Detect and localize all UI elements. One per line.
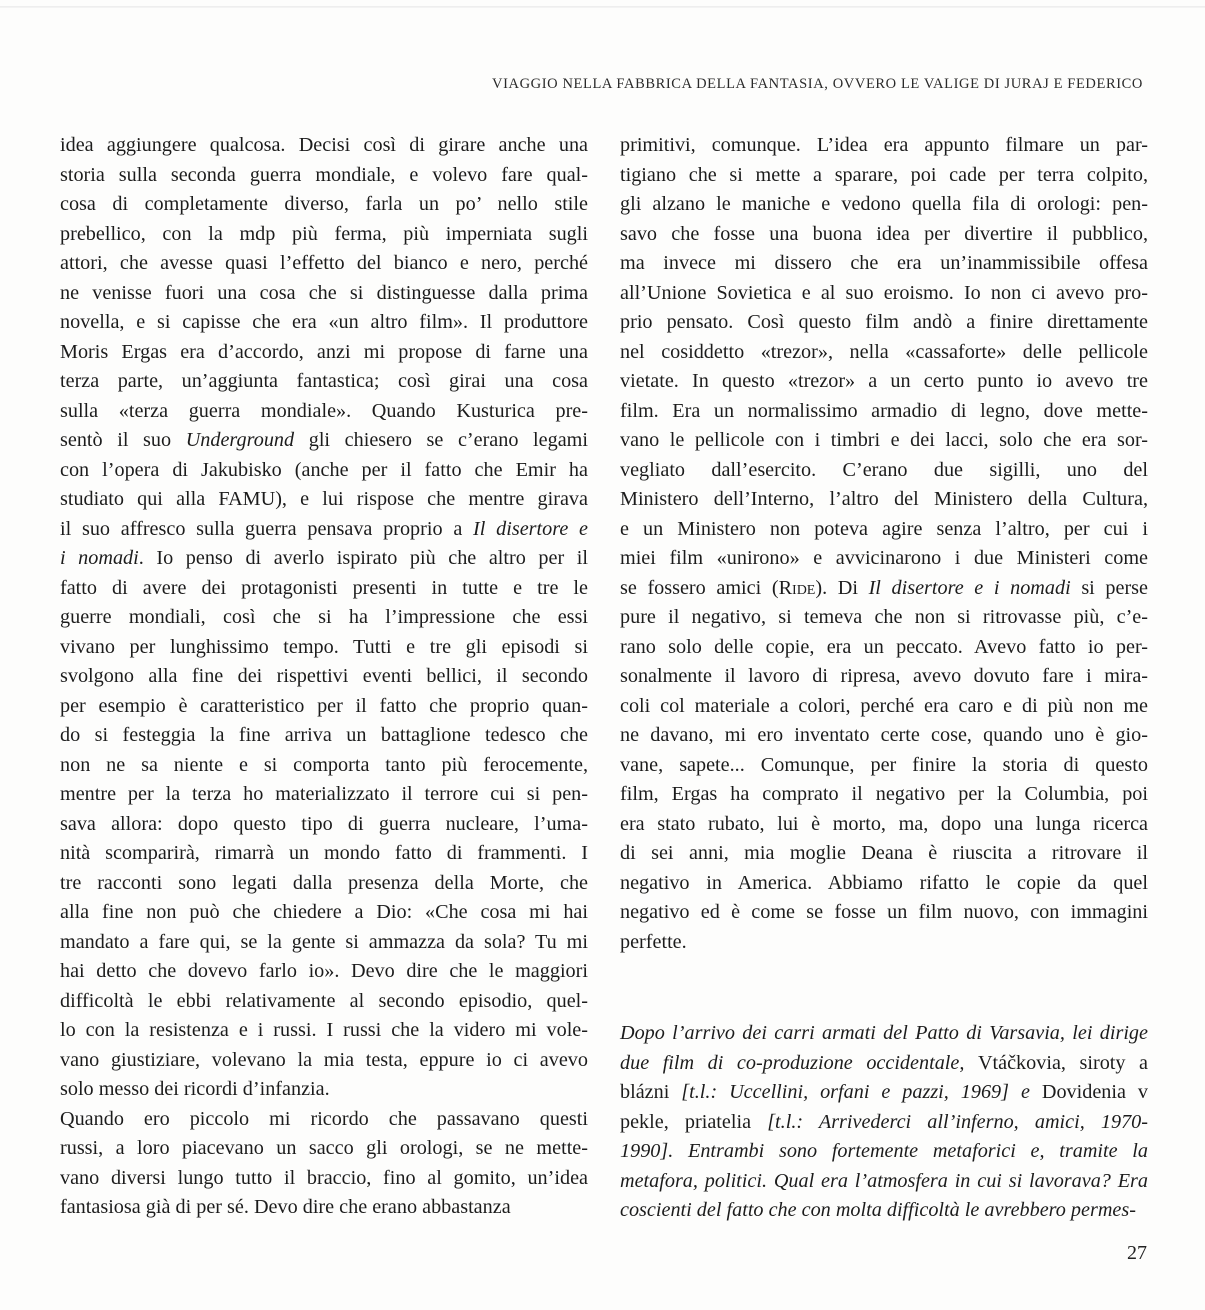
page-number: 27 xyxy=(1127,1242,1147,1264)
running-head: VIAGGIO NELLA FABBRICA DELLA FANTASIA, OVVERO LE VALIGE DI JURAJ E FEDERICO xyxy=(492,76,1143,92)
text-line xyxy=(60,426,588,456)
line-text: russi, a loro piacevano un sacco gli orologi, se ne mette- xyxy=(60,1137,588,1159)
line-text: il suo affresco sulla guerra pensava proprio a xyxy=(60,517,474,540)
line-text: rano solo delle copie, era un peccato. Avevo fatto io per- xyxy=(620,635,1148,658)
text-line xyxy=(60,603,588,633)
text-line xyxy=(620,574,1148,604)
line-text: savo che fosse una buona idea per divertire il pubblico, xyxy=(620,222,1148,245)
line-text: alla fine non può che chiedere a Dio: «Che cosa mi hai xyxy=(60,901,588,923)
text-line xyxy=(60,662,588,692)
text-line xyxy=(620,544,1148,574)
line-text: sulla «terza guerra mondiale». Quando Kusturica pre- xyxy=(60,399,588,422)
line-text: Quando ero piccolo mi ricordo che passavano questi xyxy=(60,1107,588,1130)
text-line xyxy=(60,987,588,1017)
line-text: [t.l.: Uccellini, orfani e pazzi, 1969] e xyxy=(669,1081,1042,1103)
line-text: . Io penso di averlo ispirato più che altro per il xyxy=(138,547,588,569)
line-text: di sei anni, mia moglie Deana è riuscita a ritrovare il xyxy=(620,842,1148,864)
text-line xyxy=(620,1019,1148,1049)
line-text: vano diversi lungo tutto il braccio, fino al gomito, un’idea xyxy=(60,1166,588,1189)
interview-question xyxy=(620,1019,1148,1226)
line-text: Dopo l’arrivo dei carri armati del Patto di Varsavia, lei dirige xyxy=(620,1022,1148,1044)
text-line xyxy=(60,131,588,161)
text-line xyxy=(60,1016,588,1046)
line-text: solo messo dei ricordi d’infanzia. xyxy=(60,1078,330,1100)
line-text: novella, e si capisse che era «un altro film». Il produttore xyxy=(60,311,588,333)
line-text: 1990]. Entrambi sono fortemente metaforici e, tramite la xyxy=(620,1140,1148,1162)
text-line xyxy=(60,1105,588,1135)
text-line xyxy=(60,574,588,604)
line-text: mandato a fare qui, se la gente si ammazza da sola? Tu mi xyxy=(60,930,588,953)
text-line xyxy=(60,544,588,574)
line-text: lo con la resistenza e i russi. I russi che la videro mi vole- xyxy=(60,1019,588,1041)
line-text: tre racconti sono legati dalla presenza della Morte, che xyxy=(60,871,588,894)
emphasis-text: Ride xyxy=(778,576,816,599)
text-line xyxy=(60,957,588,987)
line-text: ). Di xyxy=(815,576,869,599)
text-line xyxy=(620,220,1148,250)
text-line xyxy=(60,810,588,840)
text-line xyxy=(620,426,1148,456)
text-line xyxy=(620,1078,1148,1108)
line-text: mentre per la terza ho materializzato il terrore cui si pen- xyxy=(60,783,588,805)
line-text: Ministero dell’Interno, l’altro del Ministero della Cultura, xyxy=(620,488,1148,510)
text-line xyxy=(620,633,1148,663)
right-column xyxy=(620,131,1148,1226)
text-line xyxy=(60,780,588,810)
emphasis-text: pekle, priatelia xyxy=(620,1110,752,1133)
text-line xyxy=(620,1108,1148,1138)
line-text: metafora, politici. Qual era l’atmosfera in cui si lavorava? Era xyxy=(620,1169,1148,1192)
line-text: terza parte, un’aggiunta fantastica; così girai una cosa xyxy=(60,370,588,392)
text-line xyxy=(60,1193,588,1223)
emphasis-text: Vtáčkovia, siroty a xyxy=(977,1051,1148,1074)
text-line xyxy=(620,721,1148,751)
line-text: studiato qui alla FAMU), e lui rispose che mentre girava xyxy=(60,488,588,510)
line-text: coscienti del fatto che con molta difficoltà le avrebbero permes- xyxy=(620,1199,1136,1221)
text-line xyxy=(620,662,1148,692)
text-line xyxy=(620,603,1148,633)
text-line xyxy=(60,1134,588,1164)
text-line xyxy=(620,397,1148,427)
top-rule xyxy=(0,6,1205,8)
line-text: fatto di avere dei protagonisti presenti in tutte e tre le xyxy=(60,576,588,599)
emphasis-text: blázni xyxy=(620,1081,670,1103)
left-column xyxy=(60,131,588,1223)
line-text: ne davano, mi ero inventato certe cose, quando uno è gio- xyxy=(620,724,1148,746)
text-line xyxy=(60,220,588,250)
line-text: sentò il suo xyxy=(60,429,186,451)
text-line xyxy=(60,515,588,545)
text-line xyxy=(620,485,1148,515)
text-line xyxy=(60,898,588,928)
line-text: vane, sapete... Comunque, per finire la storia di questo xyxy=(620,753,1148,776)
text-line xyxy=(60,456,588,486)
text-line xyxy=(620,692,1148,722)
line-text: tigiano che si mette a sparare, poi cade per terra colpito, xyxy=(620,163,1148,186)
line-text: film, Ergas ha comprato il negativo per la Columbia, poi xyxy=(620,783,1148,805)
text-line xyxy=(620,308,1148,338)
text-line xyxy=(60,751,588,781)
text-line xyxy=(620,780,1148,810)
question-spacer xyxy=(620,957,1148,1019)
text-line xyxy=(60,485,588,515)
line-text: do si festeggia la fine arriva un battaglione tedesco che xyxy=(60,724,588,746)
line-text: hai detto che dovevo farlo io». Devo dire che le maggiori xyxy=(60,960,588,982)
emphasis-text: Dovidenia v xyxy=(1041,1081,1148,1103)
line-text: storia sulla seconda guerra mondiale, e volevo fare qual- xyxy=(60,163,588,186)
line-text: pure il negativo, si temeva che non si ritrovasse più, c’e- xyxy=(620,606,1148,628)
text-line xyxy=(60,249,588,279)
line-text: vano le pellicole con i timbri e dei lacci, solo che era sor- xyxy=(620,429,1148,451)
text-line xyxy=(620,279,1148,309)
line-text: svolgono alla fine dei rispettivi eventi bellici, il secondo xyxy=(60,665,588,687)
line-text: non ne sa niente e si comporta tanto più ferocemente, xyxy=(60,753,588,776)
text-line xyxy=(620,898,1148,928)
text-line xyxy=(620,338,1148,368)
line-text: gli chiesero se c’erano legami xyxy=(294,429,588,451)
line-text: se fossero amici ( xyxy=(620,576,779,599)
line-text: perfette. xyxy=(620,930,687,953)
text-line xyxy=(60,338,588,368)
line-text: vivano per lunghissimo tempo. Tutti e tre gli episodi si xyxy=(60,635,588,658)
line-text: vietate. In questo «trezor» a un certo punto io avevo tre xyxy=(620,370,1148,392)
line-text: per esempio è caratteristico per il fatto che proprio quan- xyxy=(60,694,588,717)
line-text: fantasiosa già di per sé. Devo dire che erano abbastanza xyxy=(60,1196,511,1218)
text-line xyxy=(60,190,588,220)
text-line xyxy=(620,839,1148,869)
text-line xyxy=(620,161,1148,191)
emphasis-text: Il disertore e i nomadi xyxy=(868,576,1071,599)
text-line xyxy=(60,367,588,397)
line-text: prio pensato. Così questo film andò a finire direttamente xyxy=(620,311,1148,333)
text-line xyxy=(60,839,588,869)
line-text: ma invece mi dissero che era un’inammissibile offesa xyxy=(620,252,1148,274)
line-text: era stato rubato, lui è morto, ma, dopo una lunga ricerca xyxy=(620,812,1148,835)
text-line xyxy=(620,249,1148,279)
line-text: cosa di completamente diverso, farla un po’ nello stile xyxy=(60,193,588,215)
text-line xyxy=(620,367,1148,397)
line-text: prebellico, con la mdp più ferma, più imperniata sugli xyxy=(60,222,588,245)
text-line xyxy=(620,1137,1148,1167)
line-text: difficoltà le ebbi relativamente al secondo episodio, quel- xyxy=(60,989,588,1012)
line-text: sonalmente il lavoro di ripresa, avevo dovuto fare i mira- xyxy=(620,665,1148,687)
line-text: nità scomparirà, rimarrà un mondo fatto di frammenti. I xyxy=(60,842,588,864)
text-line xyxy=(620,515,1148,545)
text-line xyxy=(60,397,588,427)
emphasis-text: i nomadi xyxy=(60,547,139,569)
line-text: con l’opera di Jakubisko (anche per il fatto che Emir ha xyxy=(60,458,588,481)
emphasis-text: Underground xyxy=(185,429,295,451)
text-line xyxy=(60,928,588,958)
text-line xyxy=(620,869,1148,899)
text-line xyxy=(620,1167,1148,1197)
line-text: vano giustiziare, volevano la mia testa, eppure io ci avevo xyxy=(60,1048,588,1071)
line-text: all’Unione Sovietica e al suo eroismo. Io non ci avevo pro- xyxy=(620,281,1148,304)
line-text: miei film «unirono» e avvicinarono i due Ministeri come xyxy=(620,547,1148,569)
line-text: idea aggiungere qualcosa. Decisi così di girare anche una xyxy=(60,134,588,156)
line-text: coli col materiale a colori, perché era caro e di più non me xyxy=(620,694,1148,717)
line-text: guerre mondiali, così che si ha l’impressione che essi xyxy=(60,606,588,628)
text-line xyxy=(620,810,1148,840)
text-line xyxy=(60,1164,588,1194)
text-line xyxy=(620,456,1148,486)
line-text: si perse xyxy=(1070,576,1148,599)
line-text: sava allora: dopo questo tipo di guerra nucleare, l’uma- xyxy=(60,812,588,835)
text-line xyxy=(620,131,1148,161)
text-line xyxy=(620,928,1148,958)
text-line xyxy=(60,721,588,751)
line-text: negativo ed è come se fosse un film nuovo, con immagini xyxy=(620,901,1148,923)
line-text: Moris Ergas era d’accordo, anzi mi propose di farne una xyxy=(60,340,588,363)
line-text: vegliato dall’esercito. C’erano due sigilli, uno del xyxy=(620,458,1148,481)
line-text: e un Ministero non poteva agire senza l’altro, per cui i xyxy=(620,517,1148,540)
right-column-body xyxy=(620,131,1148,957)
line-text: ne venisse fuori una cosa che si distinguesse dalla prima xyxy=(60,281,588,304)
text-line xyxy=(60,1046,588,1076)
text-line xyxy=(620,1049,1148,1079)
text-line xyxy=(60,692,588,722)
emphasis-text: Il disertore e xyxy=(473,517,588,540)
text-line xyxy=(60,869,588,899)
text-line xyxy=(60,1075,588,1105)
line-text: gli alzano le maniche e vedono quella fila di orologi: pen- xyxy=(620,193,1148,215)
text-line xyxy=(60,161,588,191)
line-text: [t.l.: Arrivederci all’inferno, amici, 1970- xyxy=(751,1110,1148,1133)
line-text: nel cosiddetto «trezor», nella «cassaforte» delle pellicole xyxy=(620,340,1148,363)
text-line xyxy=(60,279,588,309)
text-line xyxy=(60,308,588,338)
text-line xyxy=(620,1196,1148,1226)
line-text: attori, che avesse quasi l’effetto del bianco e nero, perché xyxy=(60,252,588,274)
text-line xyxy=(620,751,1148,781)
line-text: negativo in America. Abbiamo rifatto le copie da quel xyxy=(620,871,1148,894)
line-text: primitivi, comunque. L’idea era appunto filmare un par- xyxy=(620,134,1148,156)
text-line xyxy=(620,190,1148,220)
line-text: film. Era un normalissimo armadio di legno, dove mette- xyxy=(620,399,1148,422)
line-text: due film di co-produzione occidentale, xyxy=(620,1051,978,1074)
text-line xyxy=(60,633,588,663)
